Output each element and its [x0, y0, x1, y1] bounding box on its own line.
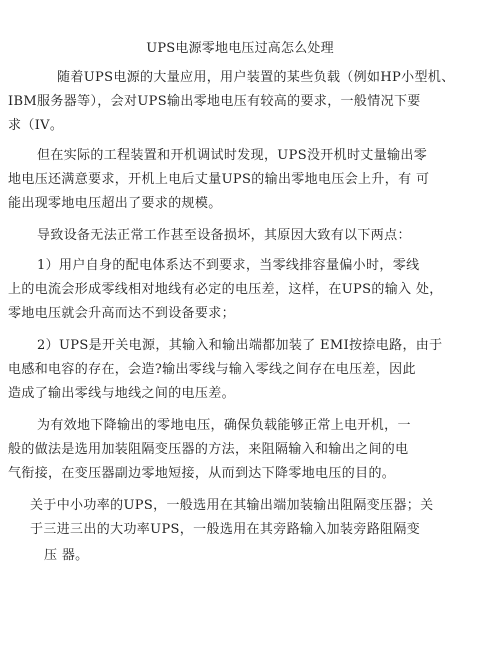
paragraph-1-line-1: 随着UPS电源的大量应用，用户装置的某些负载（例如HP小型机、: [57, 70, 455, 85]
paragraph-4-line-3: 零地电压就会升高而达不到设备要求；: [8, 306, 235, 321]
paragraph-6-line-1: 为有效地下降输出的零地电压，确保负载能够正常上电开机，一: [37, 418, 411, 433]
paragraph-7-line-3: 压 器。: [44, 548, 89, 563]
paragraph-2-line-1: 但在实际的工程装置和开机调试时发现，UPS没开机时丈量输出零: [37, 148, 428, 163]
paragraph-5-line-2: 电感和电容的存在，会造?输出零线与输入零线之间存在电压差，因此: [8, 362, 416, 377]
paragraph-2-line-2: 地电压还满意要求，开机上电后丈量UPS的输出零地电压会上升，有 可: [8, 172, 430, 187]
paragraph-3-line-1: 导致设备无法正常工作甚至设备损坏，其原因大致有以下两点：: [37, 228, 411, 243]
paragraph-6-line-3: 气衔接，在变压器副边零地短接，从而到达下降零地电压的目的。: [8, 466, 396, 481]
paragraph-6-line-2: 般的做法是选用加装阻隔变压器的方法，来阻隔输入和输出之间的电: [8, 442, 409, 457]
document-title: UPS电源零地电压过高怎么处理: [146, 41, 334, 56]
paragraph-4-line-1: 1）用户自身的配电体系达不到要求，当零线排容量偏小时，零线: [37, 258, 420, 273]
paragraph-7-line-1: 关于中小功率的UPS，一般选用在其输出端加装输出阻隔变压器；关: [30, 498, 434, 513]
paragraph-1-line-2: IBM服务器等），会对UPS输出零地电压有较高的要求，一般情况下要: [8, 94, 421, 109]
paragraph-5-line-3: 造成了输出零线与地线之间的电压差。: [8, 386, 235, 401]
paragraph-7-line-2: 于三进三出的大功率UPS，一般选用在其旁路输入加装旁路阻隔变: [30, 522, 421, 537]
paragraph-5-line-1: 2）UPS是开关电源，其输入和输出端都加装了 EMI按捺电路，由于: [37, 338, 443, 353]
paragraph-2-line-3: 能出现零地电压超出了要求的规模。: [8, 196, 222, 211]
paragraph-4-line-2: 上的电流会形成零线相对地线有必定的电压差，这样，在UPS的输入 处，: [8, 282, 443, 297]
paragraph-1-line-3: 求（IV。: [8, 118, 64, 133]
